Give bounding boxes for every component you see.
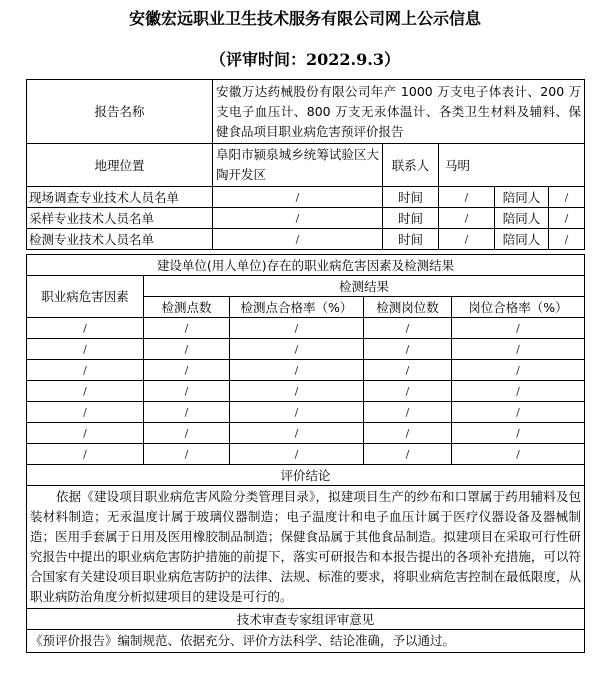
table-cell: / <box>144 339 230 360</box>
location-label: 地理位置 <box>27 144 213 187</box>
companion-value: / <box>549 187 585 208</box>
table-cell: / <box>364 360 452 381</box>
report-name-label: 报告名称 <box>27 80 213 144</box>
table-cell: / <box>230 402 364 423</box>
companion-value: / <box>549 229 585 250</box>
table-cell: / <box>364 339 452 360</box>
table-row <box>27 381 585 402</box>
table-cell: / <box>452 360 585 381</box>
table-cell: / <box>230 444 364 465</box>
table-cell: / <box>144 360 230 381</box>
table-cell: / <box>144 444 230 465</box>
companion-value: / <box>549 208 585 229</box>
table-cell: / <box>364 423 452 444</box>
staff-row-label: 采样专业技术人员名单 <box>27 208 213 229</box>
contact-value: 马明 <box>439 144 585 187</box>
hazard-section-title: 建设单位(用人单位)存在的职业病危害因素及检测结果 <box>27 255 585 276</box>
table-cell: / <box>230 381 364 402</box>
table-row <box>27 423 585 444</box>
table-cell: / <box>452 381 585 402</box>
report-name-value: 安徽万达药械股份有限公司年产 1000 万支电子体表计、200 万支电子血压计、800 万支无汞体温计、各类卫生材料及辅料、保健食品项目职业病危害预评价报告 <box>213 80 585 144</box>
staff-names: / <box>213 229 383 250</box>
staff-row-label: 检测专业技术人员名单 <box>27 229 213 250</box>
review-time: （评审时间：2022.9.3） <box>210 50 400 69</box>
table-cell: / <box>144 318 230 339</box>
table-cell: / <box>144 423 230 444</box>
table-row <box>27 402 585 423</box>
table-cell: / <box>27 402 144 423</box>
table-cell: / <box>230 339 364 360</box>
companion-label: 陪同人 <box>495 187 549 208</box>
time-label: 时间 <box>383 229 439 250</box>
table-row <box>27 360 585 381</box>
time-value: / <box>439 208 495 229</box>
table-cell: / <box>452 423 585 444</box>
conclusion-text: 依据《建设项目职业病危害风险分类管理目录》，拟建项目生产的纱布和口罩属于药用辅料及包装材料制造；无汞温度计属于玻璃仪器制造；电子温度计和电子血压计属于医疗仪器设备及器械制造；医用手套属于日用及医用橡胶制品制造；保健食品属于其他食品制造。拟建项目在采取可行性研究报告中提出的职业病危害防护措施的前提下，落实可研报告和本报告提出的各项补充措施，可以符合国家有关建设项目职业病危害防护的法律、法规、标准的要求，将职业病危害控制在最低限度，从职业病防治角度分析拟建项目的建设是可行的。 <box>27 486 585 609</box>
col-header: 检测点数 <box>144 297 230 318</box>
table-cell: / <box>364 318 452 339</box>
col-header: 检测点合格率（%） <box>230 297 364 318</box>
table-cell: / <box>452 402 585 423</box>
companion-label: 陪同人 <box>495 208 549 229</box>
staff-names: / <box>213 208 383 229</box>
conclusion-title: 评价结论 <box>27 465 585 486</box>
time-value: / <box>439 187 495 208</box>
table-cell: / <box>230 360 364 381</box>
table-cell: / <box>144 381 230 402</box>
time-label: 时间 <box>383 208 439 229</box>
table-cell: / <box>364 381 452 402</box>
info-table <box>26 79 585 250</box>
table-cell: / <box>27 423 144 444</box>
staff-names: / <box>213 187 383 208</box>
table-cell: / <box>230 423 364 444</box>
table-cell: / <box>27 339 144 360</box>
review-text: 《预评价报告》编制规范、依据充分、评价方法科学、结论准确，予以通过。 <box>27 630 585 653</box>
table-cell: / <box>27 360 144 381</box>
factor-header: 职业病危害因素 <box>27 276 144 318</box>
hazard-table <box>26 254 585 653</box>
contact-label: 联系人 <box>383 144 439 187</box>
table-cell: / <box>27 444 144 465</box>
table-cell: / <box>364 444 452 465</box>
companion-label: 陪同人 <box>495 229 549 250</box>
time-label: 时间 <box>383 187 439 208</box>
table-cell: / <box>230 318 364 339</box>
page-title: 安徽宏远职业卫生技术服务有限公司网上公示信息 <box>128 9 481 28</box>
table-cell: / <box>364 402 452 423</box>
col-header: 检测岗位数 <box>364 297 452 318</box>
table-row <box>27 444 585 465</box>
table-cell: / <box>452 339 585 360</box>
location-value: 阜阳市颍泉城乡统筹试验区大陶开发区 <box>213 144 383 187</box>
time-value: / <box>439 229 495 250</box>
table-row <box>27 339 585 360</box>
table-cell: / <box>144 402 230 423</box>
table-cell: / <box>27 318 144 339</box>
col-header: 岗位合格率（%） <box>452 297 585 318</box>
table-cell: / <box>27 381 144 402</box>
review-title: 技术审查专家组评审意见 <box>27 609 585 630</box>
result-header: 检测结果 <box>144 276 585 297</box>
table-cell: / <box>452 318 585 339</box>
table-row <box>27 318 585 339</box>
staff-row-label: 现场调查专业技术人员名单 <box>27 187 213 208</box>
table-cell: / <box>452 444 585 465</box>
